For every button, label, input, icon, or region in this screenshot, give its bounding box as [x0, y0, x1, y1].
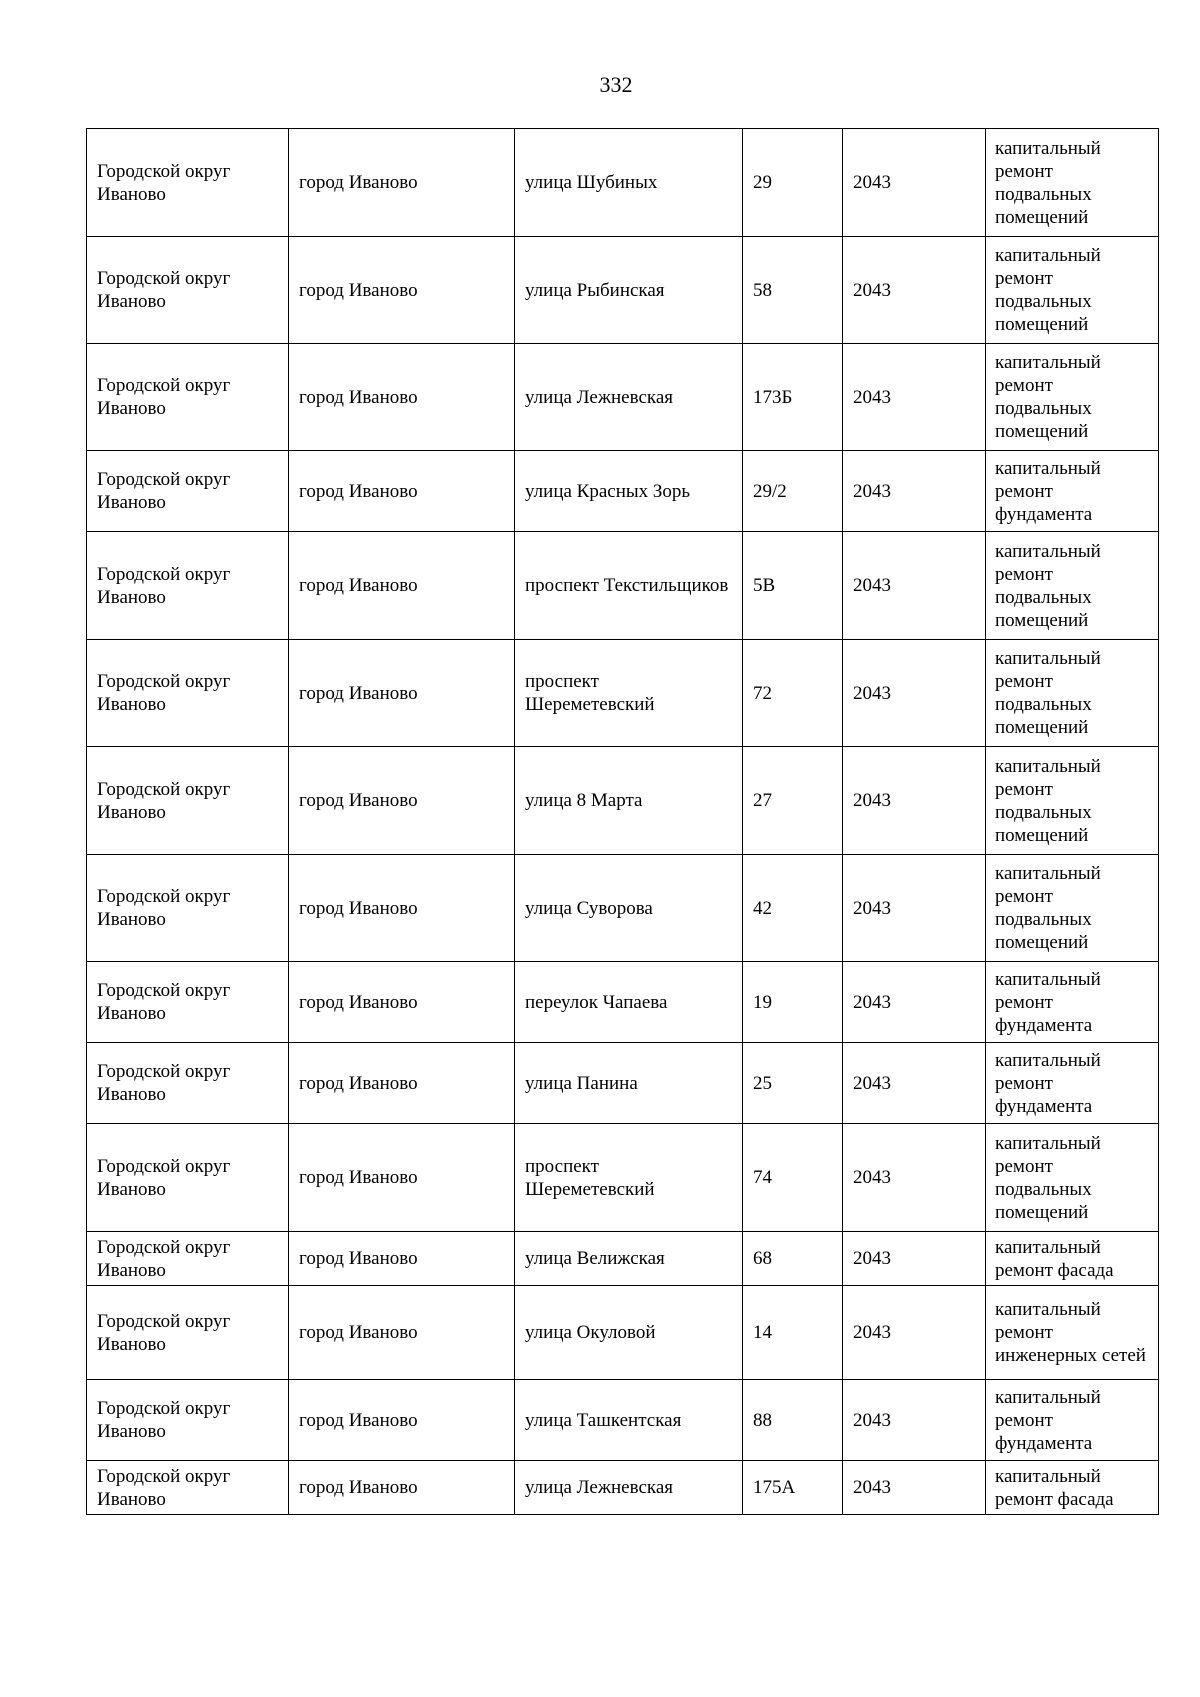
district-cell: Городской округ Иваново [87, 1286, 289, 1380]
district-cell: Городской округ Иваново [87, 1124, 289, 1232]
street-cell: проспект Шереметевский [515, 640, 743, 747]
house-cell: 29/2 [743, 451, 843, 532]
year-cell: 2043 [843, 640, 986, 747]
year-cell: 2043 [843, 532, 986, 640]
housing-repair-table [86, 128, 1159, 1515]
city-cell: город Иваново [289, 1461, 515, 1515]
year-cell: 2043 [843, 1232, 986, 1286]
year-cell: 2043 [843, 747, 986, 855]
house-cell: 19 [743, 962, 843, 1043]
city-cell: город Иваново [289, 129, 515, 237]
street-cell: улица Шубиных [515, 129, 743, 237]
year-cell: 2043 [843, 855, 986, 962]
table-row [87, 1124, 1159, 1232]
house-cell: 5В [743, 532, 843, 640]
work-type-cell: капитальный ремонт подвальных помещений [986, 747, 1159, 855]
work-type-cell: капитальный ремонт инженерных сетей [986, 1286, 1159, 1380]
district-cell: Городской округ Иваново [87, 344, 289, 451]
table-row [87, 129, 1159, 237]
house-cell: 25 [743, 1043, 843, 1124]
table-row [87, 962, 1159, 1043]
city-cell: город Иваново [289, 237, 515, 344]
table-row [87, 237, 1159, 344]
street-cell: улица Лежневская [515, 1461, 743, 1515]
district-cell: Городской округ Иваново [87, 451, 289, 532]
table-row [87, 532, 1159, 640]
year-cell: 2043 [843, 451, 986, 532]
district-cell: Городской округ Иваново [87, 962, 289, 1043]
work-type-cell: капитальный ремонт подвальных помещений [986, 855, 1159, 962]
work-type-cell: капитальный ремонт фасада [986, 1232, 1159, 1286]
city-cell: город Иваново [289, 640, 515, 747]
year-cell: 2043 [843, 129, 986, 237]
street-cell: улица Ташкентская [515, 1380, 743, 1461]
table-row [87, 747, 1159, 855]
table-body [87, 129, 1159, 1515]
city-cell: город Иваново [289, 1232, 515, 1286]
house-cell: 88 [743, 1380, 843, 1461]
table-row [87, 640, 1159, 747]
house-cell: 29 [743, 129, 843, 237]
city-cell: город Иваново [289, 344, 515, 451]
table-row [87, 1232, 1159, 1286]
street-cell: улица Рыбинская [515, 237, 743, 344]
house-cell: 74 [743, 1124, 843, 1232]
city-cell: город Иваново [289, 1124, 515, 1232]
house-cell: 14 [743, 1286, 843, 1380]
table-row [87, 1461, 1159, 1515]
city-cell: город Иваново [289, 1380, 515, 1461]
table-row [87, 1043, 1159, 1124]
house-cell: 173Б [743, 344, 843, 451]
city-cell: город Иваново [289, 451, 515, 532]
house-cell: 58 [743, 237, 843, 344]
work-type-cell: капитальный ремонт подвальных помещений [986, 532, 1159, 640]
house-cell: 42 [743, 855, 843, 962]
district-cell: Городской округ Иваново [87, 747, 289, 855]
table-row [87, 344, 1159, 451]
street-cell: проспект Текстильщиков [515, 532, 743, 640]
house-cell: 175А [743, 1461, 843, 1515]
district-cell: Городской округ Иваново [87, 855, 289, 962]
year-cell: 2043 [843, 1286, 986, 1380]
year-cell: 2043 [843, 237, 986, 344]
district-cell: Городской округ Иваново [87, 237, 289, 344]
house-cell: 27 [743, 747, 843, 855]
district-cell: Городской округ Иваново [87, 1380, 289, 1461]
year-cell: 2043 [843, 962, 986, 1043]
street-cell: улица 8 Марта [515, 747, 743, 855]
table-row [87, 1380, 1159, 1461]
street-cell: улица Лежневская [515, 344, 743, 451]
work-type-cell: капитальный ремонт фундамента [986, 451, 1159, 532]
street-cell: улица Велижская [515, 1232, 743, 1286]
district-cell: Городской округ Иваново [87, 1461, 289, 1515]
district-cell: Городской округ Иваново [87, 640, 289, 747]
city-cell: город Иваново [289, 532, 515, 640]
year-cell: 2043 [843, 344, 986, 451]
city-cell: город Иваново [289, 855, 515, 962]
district-cell: Городской округ Иваново [87, 129, 289, 237]
street-cell: проспект Шереметевский [515, 1124, 743, 1232]
year-cell: 2043 [843, 1461, 986, 1515]
district-cell: Городской округ Иваново [87, 1232, 289, 1286]
year-cell: 2043 [843, 1380, 986, 1461]
street-cell: улица Окуловой [515, 1286, 743, 1380]
city-cell: город Иваново [289, 1043, 515, 1124]
house-cell: 68 [743, 1232, 843, 1286]
street-cell: улица Суворова [515, 855, 743, 962]
district-cell: Городской округ Иваново [87, 532, 289, 640]
table-row [87, 451, 1159, 532]
work-type-cell: капитальный ремонт фундамента [986, 1380, 1159, 1461]
table-row [87, 855, 1159, 962]
house-cell: 72 [743, 640, 843, 747]
street-cell: улица Красных Зорь [515, 451, 743, 532]
year-cell: 2043 [843, 1043, 986, 1124]
table-row [87, 1286, 1159, 1380]
year-cell: 2043 [843, 1124, 986, 1232]
work-type-cell: капитальный ремонт подвальных помещений [986, 640, 1159, 747]
district-cell: Городской округ Иваново [87, 1043, 289, 1124]
work-type-cell: капитальный ремонт фундамента [986, 1043, 1159, 1124]
work-type-cell: капитальный ремонт подвальных помещений [986, 1124, 1159, 1232]
city-cell: город Иваново [289, 962, 515, 1043]
city-cell: город Иваново [289, 1286, 515, 1380]
city-cell: город Иваново [289, 747, 515, 855]
page-number: 332 [599, 72, 633, 97]
work-type-cell: капитальный ремонт подвальных помещений [986, 129, 1159, 237]
work-type-cell: капитальный ремонт подвальных помещений [986, 344, 1159, 451]
work-type-cell: капитальный ремонт фасада [986, 1461, 1159, 1515]
street-cell: переулок Чапаева [515, 962, 743, 1043]
work-type-cell: капитальный ремонт фундамента [986, 962, 1159, 1043]
work-type-cell: капитальный ремонт подвальных помещений [986, 237, 1159, 344]
street-cell: улица Панина [515, 1043, 743, 1124]
